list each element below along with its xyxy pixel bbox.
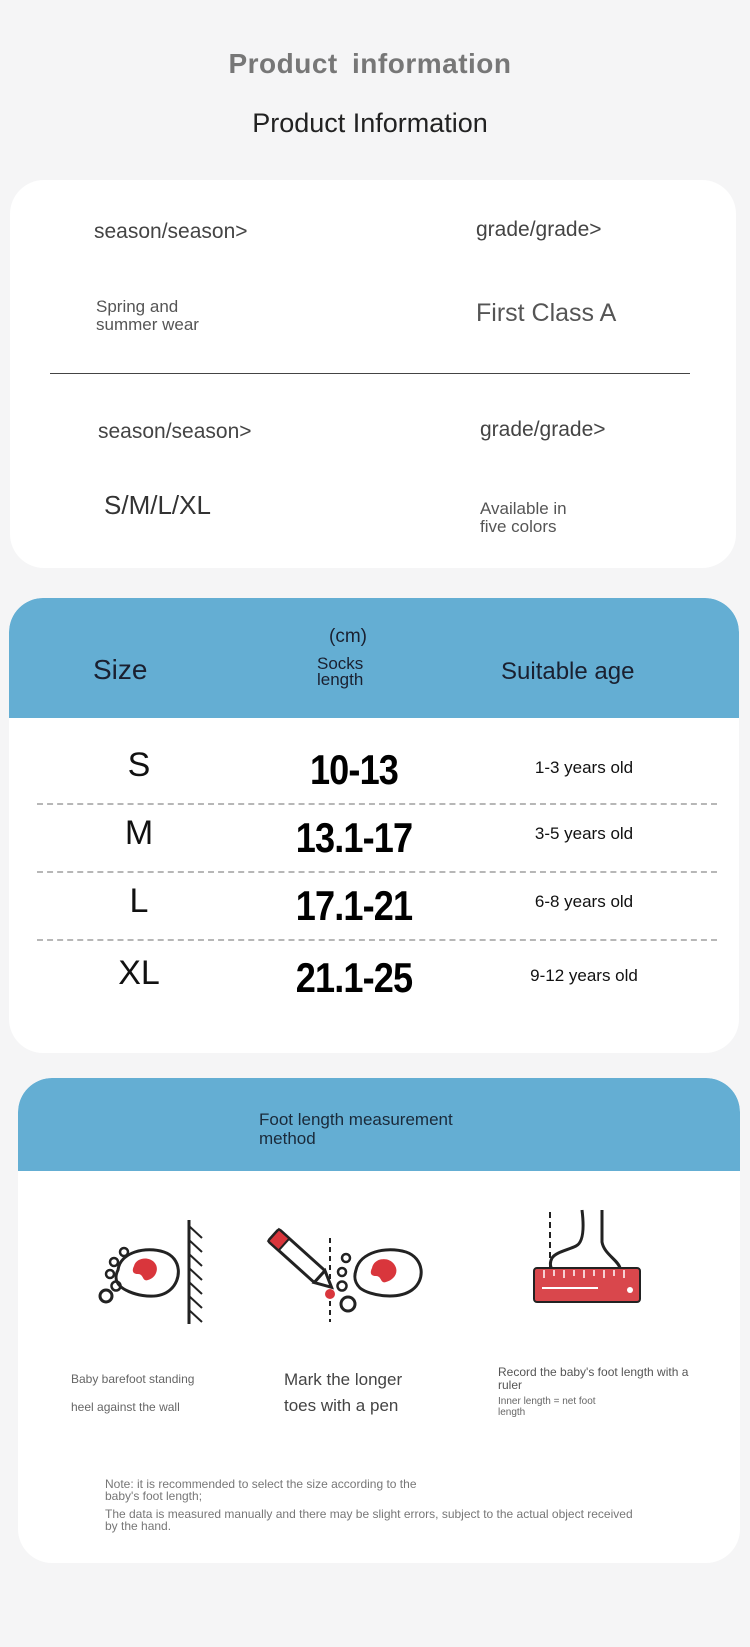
product-info-card [10,180,736,568]
info-season-label-2: season/season> [98,420,252,443]
pen-marking-toes-icon [256,1218,436,1328]
info-grade-label-2: grade/grade> [480,418,606,441]
size-cell: M [124,814,154,852]
section-subtitle: Product Information [252,108,488,138]
step3-text-line2: Inner length = net foot length [498,1396,596,1418]
row-divider [37,939,717,941]
size-chart-card [9,598,739,1053]
header-size: Size [93,654,148,685]
info-grade-value-1: First Class A [476,299,617,327]
size-cell: S [127,746,151,784]
header-suitable-age: Suitable age [501,658,635,685]
header-unit: (cm) [329,626,367,647]
note-size-selection: Note: it is recommended to select the size according to the baby's foot length; [105,1477,417,1503]
size-chart-header [9,598,739,718]
step3-text-line1: Record the baby's foot length with a ruler [498,1365,689,1392]
info-color-options: Available in five colors [480,499,567,536]
age-cell: 6-8 years old [534,892,634,911]
measurement-header [18,1078,740,1171]
step2-text-line1: Mark the longer [284,1370,403,1389]
size-cell: L [129,882,149,920]
info-season-value-1: Spring and summer wear [96,297,199,334]
info-divider [50,373,690,374]
length-cell: 21.1-25 [295,954,413,1001]
info-season-label-1: season/season> [94,220,248,243]
length-cell: 13.1-17 [295,814,413,861]
length-cell: 17.1-21 [295,882,413,929]
measurement-title: Foot length measurement method [259,1110,453,1148]
foot-on-ruler-icon [528,1202,648,1312]
foot-against-wall-icon [86,1212,216,1332]
age-cell: 9-12 years old [530,966,638,985]
size-cell: XL [118,954,160,992]
step2-text-line2: toes with a pen [284,1396,399,1415]
row-divider [37,803,717,805]
step1-text-line2: heel against the wall [71,1400,180,1414]
age-cell: 3-5 years old [534,824,634,843]
measurement-method-card [18,1078,740,1563]
note-measurement-error: The data is measured manually and there may be slight errors, subject to the actual object received by the hand. [105,1507,633,1533]
row-divider [37,871,717,873]
step1-text-line1: Baby barefoot standing [71,1372,195,1386]
length-cell: 10-13 [309,746,399,793]
info-grade-label-1: grade/grade> [476,218,602,241]
size-row [9,954,739,1022]
section-title: Product information [228,48,512,79]
age-cell: 1-3 years old [534,758,634,777]
info-size-options: S/M/L/XL [104,490,211,520]
header-socks-length: Socks length [317,654,364,689]
